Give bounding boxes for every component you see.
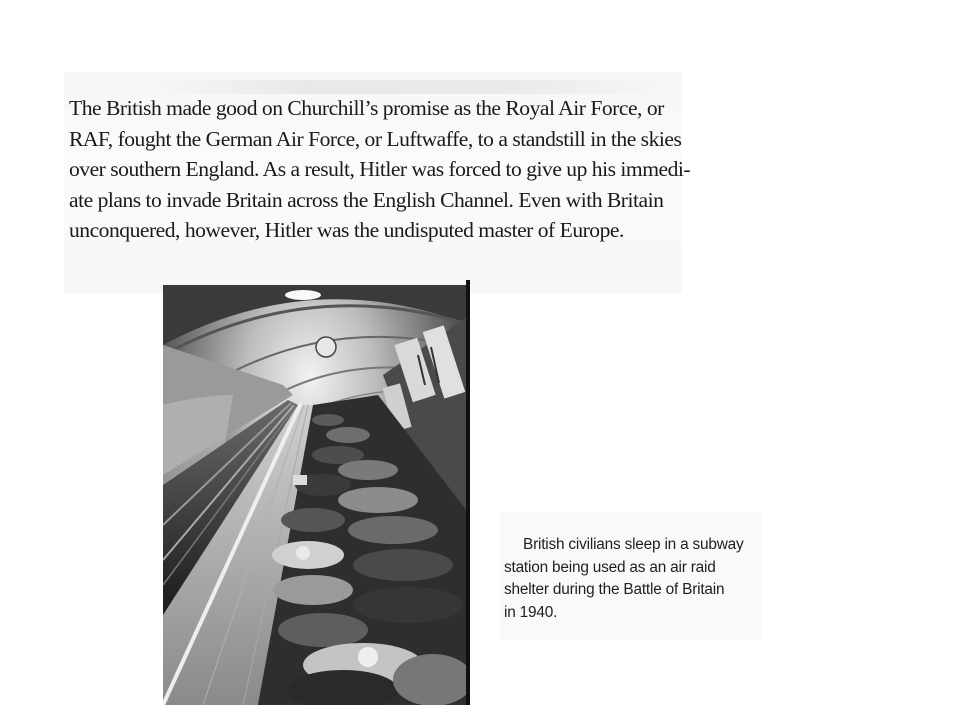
subway-shelter-photo: [163, 285, 470, 705]
bleed-through-text: [150, 80, 670, 94]
paragraph-line: ate plans to invade Britain across the English Channel. Even with Britain: [69, 187, 664, 212]
caption-line: station being used as an air raid: [504, 558, 716, 576]
caption-line: in 1940.: [504, 603, 558, 621]
body-paragraph: [69, 93, 691, 246]
paragraph-line: The British made good on Churchill’s promise as the Royal Air Force, or: [69, 96, 664, 120]
photo-illustration: [163, 285, 470, 705]
paragraph-line: RAF, fought the German Air Force, or Luftwaffe, to a standstill in the skies: [69, 126, 682, 151]
paragraph-line: over southern England. As a result, Hitler was forced to give up his immedi-: [69, 157, 691, 181]
caption-line: shelter during the Battle of Britain: [504, 581, 725, 598]
photo-caption: [504, 534, 764, 624]
photo-border: [466, 280, 470, 705]
paragraph-line: unconquered, however, Hitler was the undisputed master of Europe.: [69, 218, 624, 242]
caption-line: British civilians sleep in a subway: [523, 536, 744, 553]
